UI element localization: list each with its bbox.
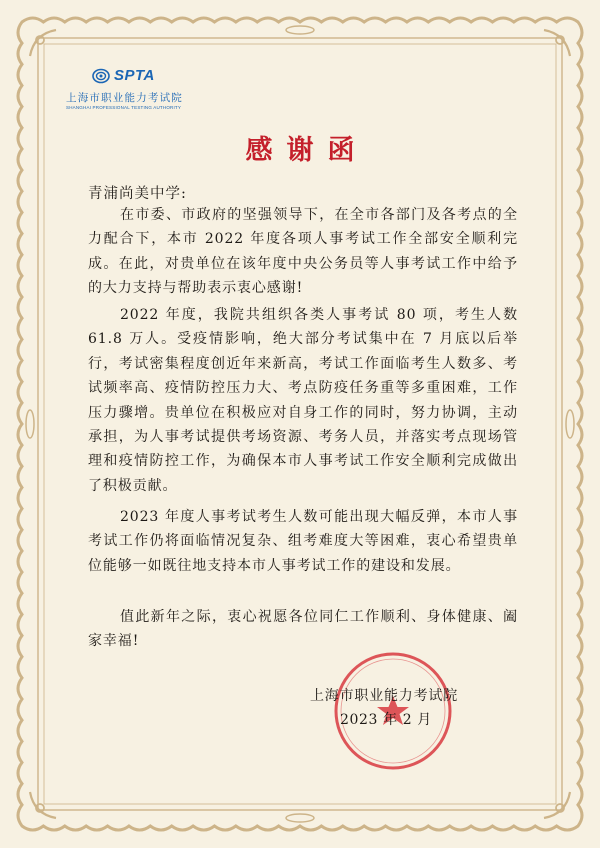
signature-organization: 上海市职业能力考试院 [310,688,458,704]
paragraph-1: 在市委、市政府的坚强领导下，在全市各部门及各考点的全力配合下，本市 2022 年度各项人事考试工作全部安全顺利完成。在此，对贵单位在该年度中央公务员等人事考试工作中给予的大力支持与帮助表示衷心感谢! [88,207,518,297]
salutation: 青浦尚美中学: [88,186,187,202]
paragraph-2: 2022 年度，我院共组织各类人事考试 80 项，考生人数 61.8 万人。受疫情影响，绝大部分考试集中在 7 月底以后举行，考试密集程度创近年来新高，考试工作面临考生人数多、考试频率高、疫情防控压力大、考点防疫任务重等多重困难，工作压力骤增。贵单位在积极应对自身工作的同时，努力协调，主动承担，为人事考试提供考场资源、考务人员，并落实考点现场管理和疫情防控工作，为确保本市人事考试工作安全顺利完成做出了积极贡献。 [88,307,518,494]
spta-logo-icon [92,68,110,84]
logo-name-en: SHANGHAI PROFESSIONAL TESTING AUTHORITY [66,105,182,110]
paragraph-4: 值此新年之际，衷心祝愿各位同仁工作顺利、身体健康、阖家幸福! [88,609,518,650]
letter-title: 感谢函 [245,135,369,166]
paragraph-3: 2023 年度人事考试考生人数可能出现大幅反弹，本市人事考试工作仍将面临情况复杂、组考难度大等困难，衷心希望贵单位能够一如既往地支持本市人事考试工作的建设和发展。 [88,509,518,574]
signature-date: 2023 年 2 月 [340,712,432,728]
logo-abbreviation: SPTA [114,67,155,84]
spta-logo [66,68,216,118]
logo-name-cn: 上海市职业能力考试院 [66,92,183,104]
